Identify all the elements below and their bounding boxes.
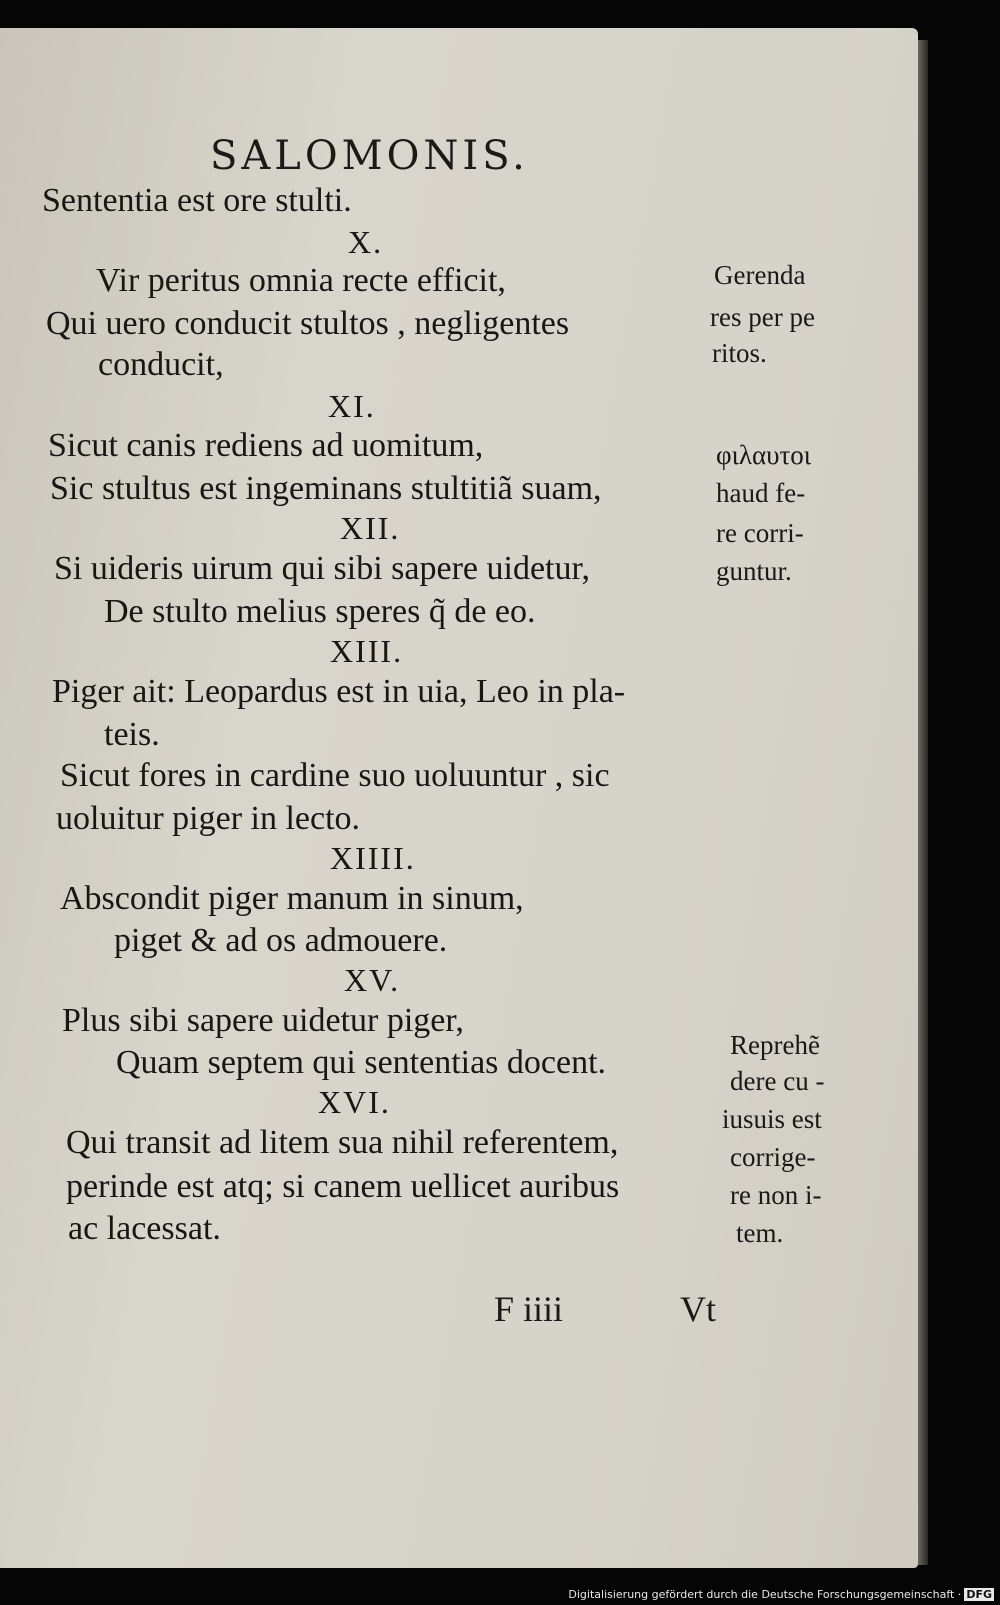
margin-note: φιλαυτοι bbox=[716, 440, 812, 470]
margin-note: haud fe- bbox=[716, 478, 806, 508]
text-line: Plus sibi sapere uidetur piger, bbox=[62, 1002, 464, 1039]
running-title: SALOMONIS. bbox=[210, 133, 529, 179]
page-edge bbox=[918, 40, 928, 1565]
text-line: perinde est atq; si canem uellicet auribus bbox=[66, 1168, 620, 1205]
text-line: piget & ad os admouere. bbox=[114, 922, 448, 959]
text-line: Piger ait: Leopardus est in uia, Leo in pla- bbox=[52, 673, 626, 710]
margin-note: dere cu - bbox=[730, 1066, 825, 1096]
text-line: teis. bbox=[104, 716, 160, 753]
text-line: Si uideris uirum qui sibi sapere uidetur, bbox=[54, 550, 590, 587]
verse-number: X. bbox=[348, 224, 384, 260]
text-line: Sententia est ore stulti. bbox=[42, 182, 352, 219]
text-line: Abscondit piger manum in sinum, bbox=[60, 880, 524, 917]
verse-number: XII. bbox=[340, 510, 401, 546]
text-line: Qui transit ad litem sua nihil referentem, bbox=[66, 1124, 619, 1161]
text-line: Quam septem qui sententias docent. bbox=[116, 1044, 607, 1081]
dfg-logo: DFG bbox=[966, 1588, 992, 1601]
credit-text: Digitalisierung gefördert durch die Deutsche Forschungsgemeinschaft · bbox=[568, 1588, 962, 1601]
text-line: Qui uero conducit stultos , negligentes bbox=[46, 305, 570, 342]
margin-note: res per pe bbox=[710, 302, 815, 332]
verse-number: XI. bbox=[328, 388, 376, 424]
book-page bbox=[0, 28, 918, 1568]
margin-note: tem. bbox=[736, 1218, 784, 1248]
verse-number: XIIII. bbox=[330, 840, 416, 876]
verse-number: XV. bbox=[344, 962, 401, 998]
margin-note: corrige- bbox=[730, 1142, 816, 1172]
digitization-credit bbox=[568, 1588, 994, 1601]
text-line: uoluitur piger in lecto. bbox=[56, 800, 361, 837]
text-line: Vir peritus omnia recte efficit, bbox=[96, 262, 506, 299]
signature-mark: F iiii bbox=[494, 1289, 564, 1329]
text-line: ac lacessat. bbox=[68, 1210, 221, 1247]
text-line: Sicut canis rediens ad uomitum, bbox=[48, 427, 484, 464]
margin-note: re corri- bbox=[716, 518, 804, 548]
margin-note: Gerenda bbox=[714, 260, 806, 290]
margin-note: guntur. bbox=[716, 556, 792, 586]
margin-note: re non i- bbox=[730, 1180, 822, 1210]
verse-number: XVI. bbox=[318, 1084, 391, 1120]
catchword: Vt bbox=[680, 1289, 716, 1329]
text-line: Sicut fores in cardine suo uoluuntur , sic bbox=[60, 757, 610, 794]
margin-note: ritos. bbox=[712, 338, 767, 368]
margin-note: Reprehẽ bbox=[730, 1030, 820, 1060]
verse-number: XIII. bbox=[330, 633, 404, 669]
margin-note: iusuis est bbox=[722, 1104, 822, 1134]
text-line: De stulto melius speres q̃ de eo. bbox=[104, 593, 536, 630]
text-line: Sic stultus est ingeminans stultitiã suam, bbox=[50, 470, 602, 507]
text-line: conducit, bbox=[98, 346, 224, 383]
